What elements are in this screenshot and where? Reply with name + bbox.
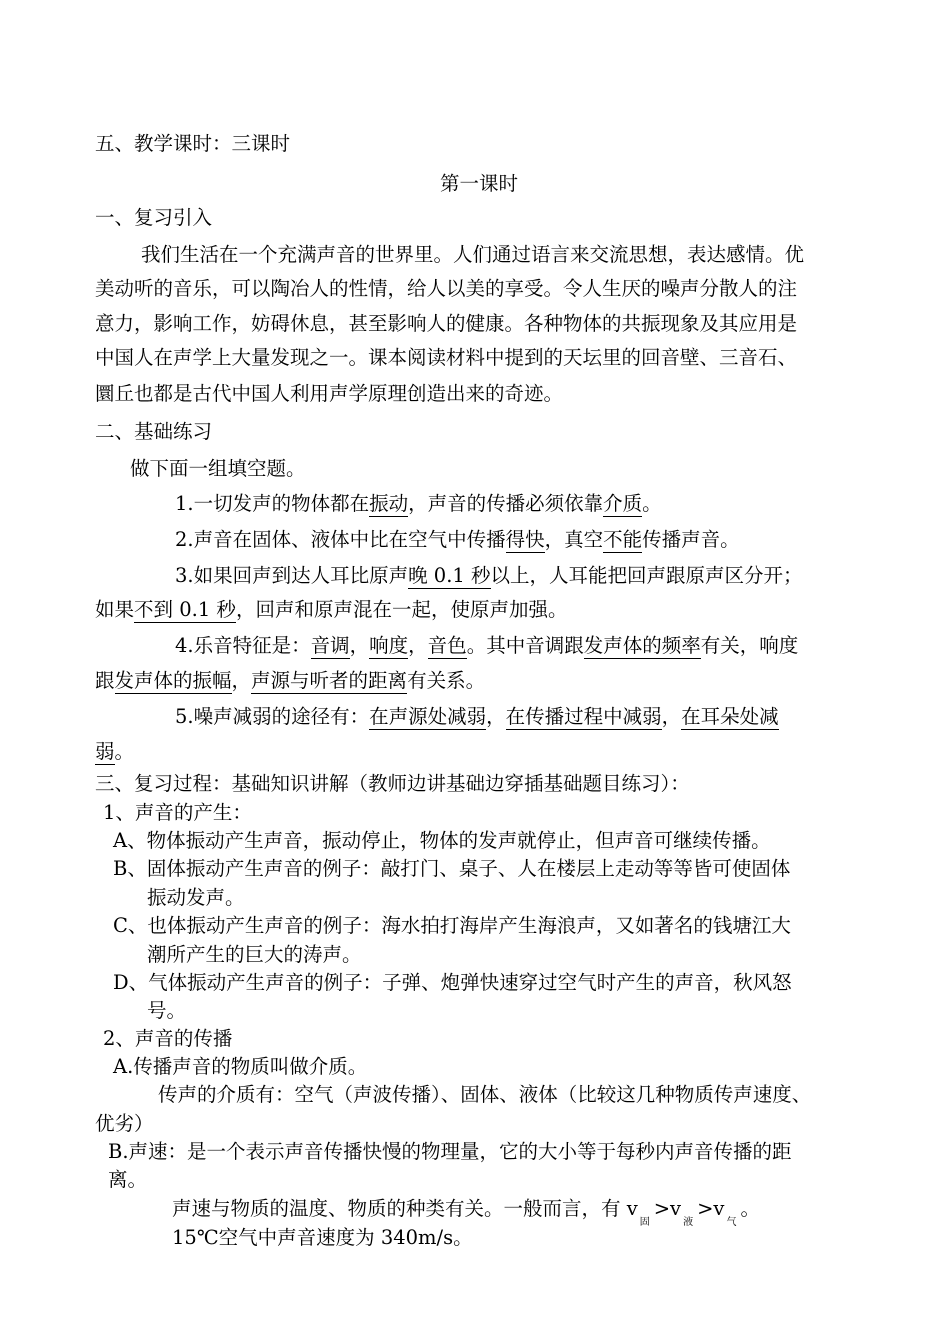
question-5-line-1: 5.噪声减弱的途径有：在声源处减弱，在传播过程中减弱，在耳朵处减 [175,705,779,728]
lesson-title: 第一课时 [440,172,519,195]
speed-relation: 声速与物质的温度、物质的种类有关。一般而言，有 $v_固>v_液>v_气$。 [172,1197,760,1228]
answer-blank: 声源与听者的距离 [251,669,408,692]
practice-heading: 二、基础练习 [95,420,213,443]
intro-heading: 一、复习引入 [95,206,213,229]
question-5-line-2: 弱。 [95,740,135,763]
review-item: C、也体振动产生声音的例子：海水拍打海岸产生海浪声，又如著名的钱塘江大 [113,914,791,937]
answer-blank: 不到 0.1 秒 [134,598,236,621]
intro-line: 我们生活在一个充满声音的世界里。人们通过语言来交流思想，表达感情。优 [141,243,805,266]
question-3-line-2: 如果不到 0.1 秒，回声和原声混在一起，使原声加强。 [95,598,568,621]
answer-blank: 得快 [505,528,545,551]
answer-blank: 弱 [95,740,115,763]
review-item: A、物体振动产生声音，振动停止，物体的发声就停止，但声音可继续传播。 [113,829,771,852]
intro-line: 中国人在声学上大量发现之一。课本阅读材料中提到的天坛里的回音壁、三音石、 [95,346,798,369]
subscript-liquid: 液 [683,1217,694,1228]
review-heading: 三、复习过程：基础知识讲解（教师边讲基础边穿插基础题目练习）： [95,772,690,795]
review-item: 号。 [147,999,187,1022]
answer-blank: 介质 [603,492,643,515]
question-3-line-1: 3.如果回声到达人耳比原声晚 0.1 秒以上，人耳能把回声跟原声区分开； [175,564,803,587]
section-title: 五、教学课时：三课时 [95,132,291,155]
review-item: 优劣） [95,1112,154,1135]
review-item: B.声速：是一个表示声音传播快慢的物理量，它的大小等于每秒内声音传播的距 [108,1140,792,1163]
intro-line: 意力，影响工作，妨碍休息，甚至影响人的健康。各种物体的共振现象及其应用是 [95,312,798,335]
intro-line: 圜丘也都是古代中国人利用声学原理创造出来的奇迹。 [95,382,564,405]
subscript-solid: 固 [639,1217,650,1228]
answer-blank: 发声体的振幅 [114,669,232,692]
answer-blank: 不能 [603,528,643,551]
answer-blank: 发声体的频率 [583,634,701,657]
review-item: 振动发声。 [147,886,245,909]
air-speed: 15℃空气中声音速度为 340m/s。 [172,1226,473,1249]
review-item: D、气体振动产生声音的例子：子弹、炮弹快速穿过空气时产生的声音，秋风怒 [113,971,792,994]
answer-blank: 在传播过程中减弱 [505,705,662,728]
answer-blank: 在耳朵处减 [681,705,779,728]
subscript-gas: 气 [726,1217,737,1228]
answer-blank: 响度 [369,634,409,657]
answer-blank: 晚 0.1 秒 [408,564,491,587]
review-item: A.传播声音的物质叫做介质。 [113,1055,368,1078]
review-item: B、固体振动产生声音的例子：敲打门、桌子、人在楼层上走动等等皆可使固体 [113,857,791,880]
answer-blank: 振动 [369,492,409,515]
intro-line: 美动听的音乐，可以陶冶人的性情，给人以美的享受。令人生厌的噪声分散人的注 [95,277,798,300]
review-item: 传声的介质有：空气（声波传播）、固体、液体（比较这几种物质传声速度、 [158,1083,812,1106]
subsection-title: 1、声音的产生： [103,801,252,824]
review-item: 潮所产生的巨大的涛声。 [147,943,362,966]
question-4-line-1: 4.乐音特征是：音调，响度，音色。其中音调跟发声体的频率有关，响度 [175,634,799,657]
question-2: 2.声音在固体、液体中比在空气中传播得快，真空不能传播声音。 [175,528,740,551]
question-4-line-2: 跟发声体的振幅，声源与听者的距离有关系。 [95,669,486,692]
answer-blank: 在声源处减弱 [369,705,487,728]
review-item: 离。 [108,1168,148,1191]
question-1: 1.一切发声的物体都在振动，声音的传播必须依靠介质。 [175,492,662,515]
subsection-title: 2、声音的传播 [103,1027,233,1050]
answer-blank: 音调 [310,634,350,657]
practice-instruction: 做下面一组填空题。 [130,457,306,480]
answer-blank: 音色 [427,634,467,657]
